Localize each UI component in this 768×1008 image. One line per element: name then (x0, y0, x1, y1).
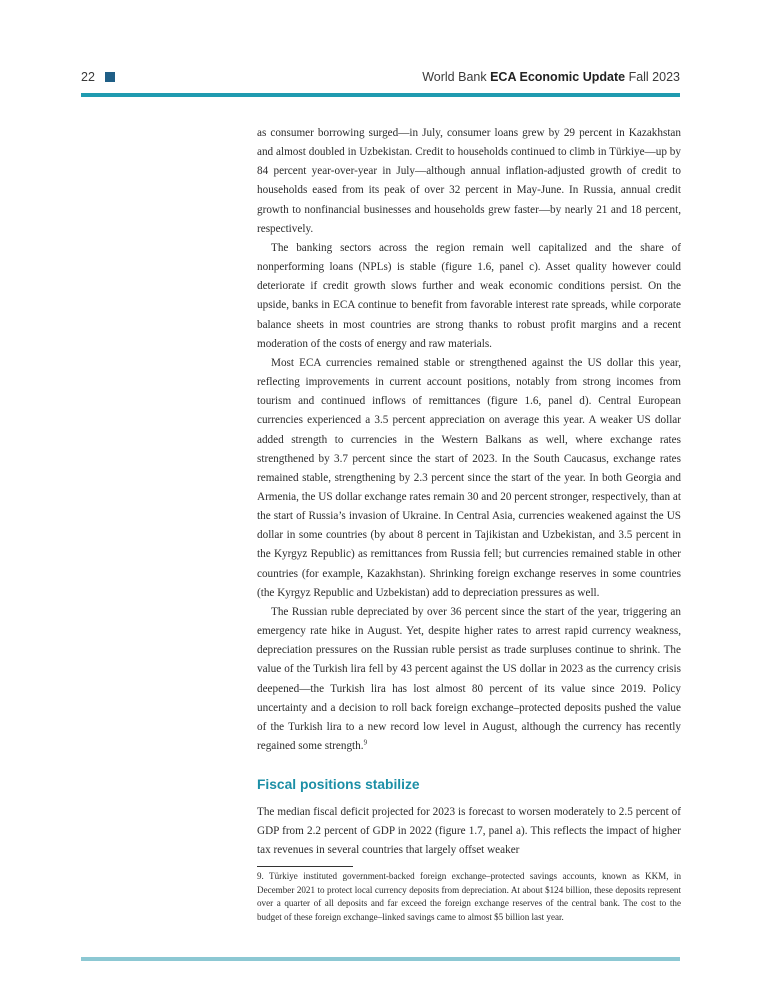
paragraph: The banking sectors across the region remain well capitalized and the share of nonperforming loans (NPLs) is stable (figure 1.6, panel c). Asset quality however could deteriorate if credit growth slows further and weak economic conditions persist. On the upside, banks in ECA continue to benefit from favorable interest rate spreads, while corporate balance sheets in most countries are strong thanks to robust profit margins and a recent moderation of the costs of energy and raw materials. (257, 241, 681, 350)
section-heading: Fiscal positions stabilize (257, 777, 420, 793)
page-number: 22 (81, 70, 95, 84)
footer-rule (81, 957, 680, 961)
page-header (81, 70, 680, 86)
paragraph: The median fiscal deficit projected for 2023 is forecast to worsen moderately to 2.5 percent of GDP from 2.2 percent of GDP in 2022 (figure 1.7, panel a). This reflects the impact of higher tax revenues in several countries that largely offset weaker (257, 806, 681, 857)
publisher: World Bank (422, 70, 487, 84)
report-title: ECA Economic Update (490, 70, 626, 84)
header-rule (81, 93, 680, 97)
footnote: 9. Türkiye instituted government-backed foreign exchange–protected savings accounts, known as KKM, in December 2021 to protect local currency deposits from depreciation. At about $124 billion, these deposits represent over a quarter of all deposits and far exceed the foreign exchange reserves of the central bank. The cost to the budget of these foreign exchange–linked savings came to almost $5 billion last year. (257, 871, 681, 922)
paragraph: Most ECA currencies remained stable or strengthened against the US dollar this year, reflecting improvements in current account positions, notably from strong incomes from tourism and continued inflows of remittances (figure 1.6, panel d). Central European currencies experienced a 3.5 percent appreciation on average this year. A weaker US dollar added strength to currencies in the Western Balkans as well, where exchange rates strengthened by 3.7 percent since the start of 2023. In the South Caucasus, exchange rates remained stable, strengthening by 2.3 percent since the start of the year. In both Georgia and Armenia, the US dollar exchange rates remain 30 and 20 percent stronger, respectively, than at the start of Russia’s invasion of Ukraine. In Central Asia, currencies weakened against the US dollar in some countries (by about 8 percent in Tajikistan and Uzbekistan, and 3.5 percent in the Kyrgyz Republic) as remittances from Russia fell; but currencies remained stable in other countries (for example, Kazakhstan). Shrinking foreign exchange reserves in some countries (the Kyrgyz Republic and Uzbekistan) add to depreciation pressures as well. (257, 356, 681, 599)
running-head (422, 70, 680, 84)
body-text (257, 124, 681, 861)
paragraph-text: The Russian ruble depreciated by over 36 percent since the start of the year, triggering an emergency rate hike in August. Yet, despite higher rates to arrest rapid currency weakness, depreciation pressures on the Russian ruble persist as trade surpluses continue to shrink. The value of the Turkish lira fell by 43 percent against the US dollar in 2023 as the currency crisis deepened—the Turkish lira has lost almost 80 percent of its value since 2019. Policy uncertainty and a decision to roll back foreign exchange–protected deposits pushed the value of the Turkish lira to a new record low level in August, although the currency has recently regained some strength. (257, 605, 681, 752)
paragraph (257, 603, 681, 756)
paragraph: as consumer borrowing surged—in July, consumer loans grew by 29 percent in Kazakhstan and almost doubled in Uzbekistan. Credit to households continued to climb in Türkiye—up by 84 percent year-over-year in July—although annual inflation-adjusted growth of credit to households eased from its peak of over 32 percent in May-June. In Russia, annual credit growth to nonfinancial businesses and households grew faster—by nearly 21 and 18 percent, respectively. (257, 127, 681, 235)
edition: Fall 2023 (628, 70, 680, 84)
footnote-reference[interactable]: 9 (363, 738, 368, 747)
footnote-rule (257, 866, 353, 867)
page-marker-square (105, 72, 115, 82)
